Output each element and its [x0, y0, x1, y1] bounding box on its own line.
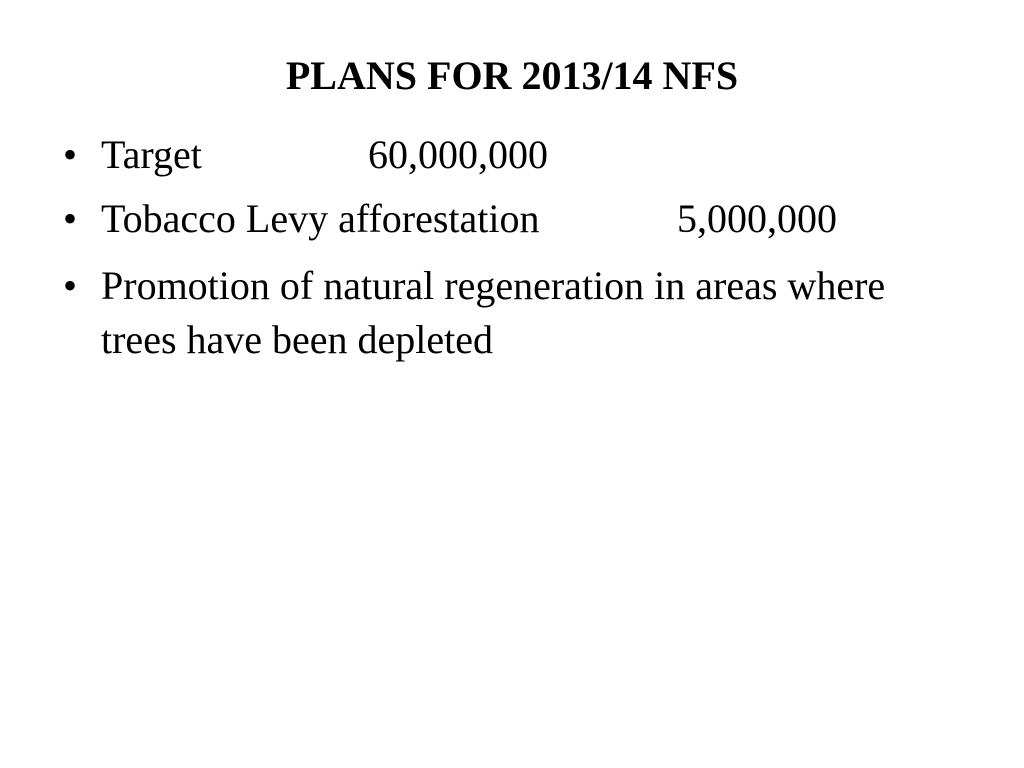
bullet-label: Tobacco Levy afforestation — [101, 196, 540, 241]
bullet-item-target — [0, 131, 901, 179]
bullet-icon: • — [62, 263, 77, 308]
bullet-label: Target — [101, 132, 202, 177]
bullet-list — [0, 131, 1024, 383]
slide-title: PLANS FOR 2013/14 NFS — [285, 53, 739, 98]
bullet-text: Promotion of natural regeneration in areas where trees have been depleted — [101, 263, 886, 362]
bullet-icon: • — [62, 196, 77, 241]
bullet-icon: • — [62, 132, 77, 177]
bullet-item-natural-regeneration — [0, 259, 901, 367]
bullet-value: 5,000,000 — [677, 196, 837, 241]
bullet-item-tobacco-levy — [0, 195, 901, 243]
bullet-value: 60,000,000 — [368, 132, 548, 177]
